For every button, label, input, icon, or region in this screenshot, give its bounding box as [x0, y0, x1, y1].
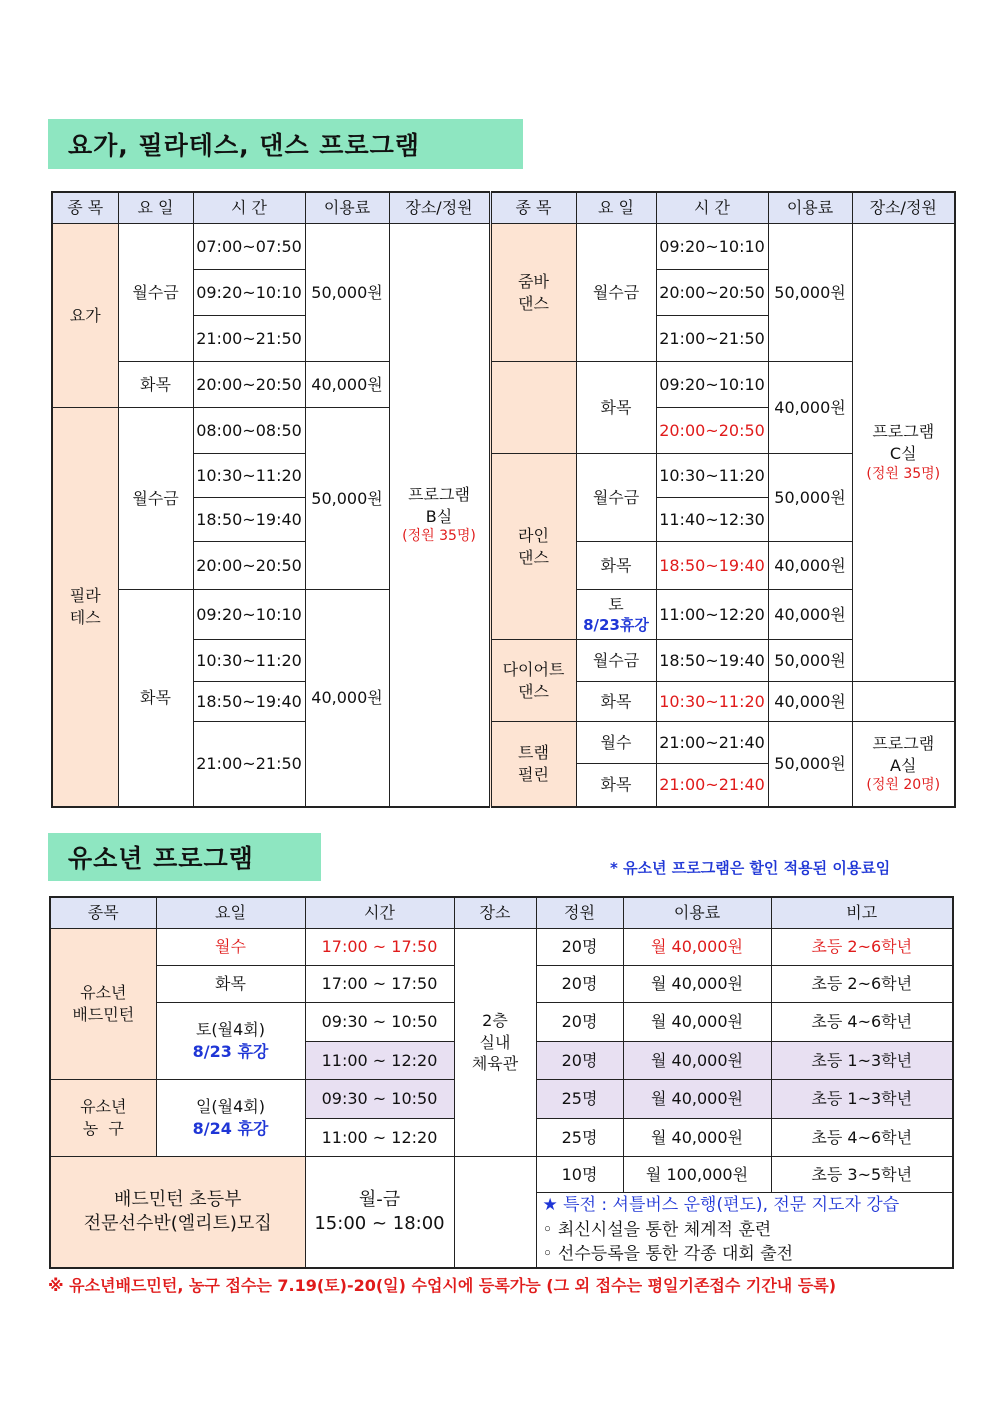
badminton-sat-label: 토(월4회): [195, 1020, 266, 1040]
room-b-line1: 프로그램: [408, 484, 470, 504]
fee-cell: 월 100,000원: [623, 1157, 771, 1193]
elite-benefit-3: ◦ 선수등록을 통한 각종 대회 출전: [542, 1244, 794, 1265]
line-sat-fee: 40,000원: [768, 590, 852, 640]
note-cell: 초등 1~3학년: [771, 1042, 953, 1080]
fee-cell: 월 40,000원: [623, 1042, 771, 1080]
y-header-note: 비고: [771, 897, 953, 929]
time-cell: 11:00 ~ 12:20: [305, 1042, 454, 1080]
note-cell: 초등 4~6학년: [771, 1119, 953, 1157]
sport-zumba: [490, 224, 576, 362]
time-cell-highlight: 21:00~21:40: [659, 775, 765, 794]
room-a-line1: 프로그램: [872, 733, 935, 753]
trampoline-tt: 화목: [600, 775, 632, 794]
trampoline-fee: 50,000원: [768, 722, 852, 808]
zumba-name-2: 댄스: [518, 293, 549, 313]
time-cell-highlight: 18:50~19:40: [656, 542, 768, 590]
basketball-name-1: 유소년: [80, 1097, 127, 1117]
place-line3: 체육관: [471, 1054, 519, 1074]
place-cont: [454, 1157, 536, 1268]
time-cell: 11:40~12:30: [656, 498, 768, 542]
zumba-name-1: 줌바: [518, 271, 549, 291]
time-cell-highlight: 10:30~11:20: [656, 682, 768, 722]
pilates-tt-fee: 40,000원: [305, 590, 389, 808]
y-header-sport: 종목: [50, 897, 156, 929]
section2-title: 유소년 프로그램: [48, 833, 321, 881]
time-cell: 18:50~19:40: [193, 498, 305, 542]
time-cell: 21:00~21:40: [657, 722, 768, 764]
time-cell: 21:00~21:50: [656, 316, 768, 362]
line-dance-name-2: 댄스: [518, 547, 549, 567]
fee-cell-highlight: 월 40,000원: [623, 929, 771, 966]
badminton-sat-off: 8/23 휴강: [192, 1042, 269, 1061]
cap-cell: 25명: [536, 1080, 623, 1119]
line-sat-note: 8/23휴강: [583, 616, 649, 635]
sport-diet-dance: [490, 640, 576, 722]
time-cell: 18:50~19:40: [193, 682, 305, 722]
y-header-place: 장소: [454, 897, 536, 929]
basketball-sun-label: 일(월4회): [195, 1097, 266, 1117]
header-day-2: 요 일: [576, 192, 656, 224]
time-cell: 10:30~11:20: [656, 454, 768, 498]
header-time: 시 간: [193, 192, 305, 224]
pilates-tt-day: 화목: [118, 590, 193, 808]
time-cell: 10:30~11:20: [193, 454, 305, 498]
cap-cell: 10명: [536, 1157, 623, 1193]
note-cell: 초등 3~5학년: [771, 1157, 953, 1193]
y-header-time: 시간: [305, 897, 454, 929]
elite-name-1: 배드민턴 초등부: [114, 1188, 242, 1210]
time-cell: 11:00 ~ 12:20: [305, 1119, 454, 1157]
sport-line-dance: [490, 454, 576, 640]
youth-program-table: [49, 896, 954, 1269]
time-cell: 11:00~12:20: [656, 590, 768, 640]
cap-cell: 20명: [536, 1042, 623, 1080]
line-sat-label: 토: [608, 594, 624, 614]
time-cell: 18:50~19:40: [656, 640, 768, 682]
line-mwf-day: 월수금: [576, 454, 656, 542]
adult-program-table: [51, 191, 956, 808]
header-place-2: 장소/정원: [852, 192, 955, 224]
trampoline-name-1: 트램: [518, 743, 549, 763]
room-b-line2: B실: [425, 506, 453, 526]
trampoline-mw: 월수: [577, 722, 656, 764]
header-fee: 이용료: [305, 192, 389, 224]
header-sport: 종 목: [52, 192, 118, 224]
cap-cell: 20명: [536, 1003, 623, 1042]
fee-cell: 월 40,000원: [623, 966, 771, 1003]
yoga-tt-fee: 40,000원: [305, 362, 389, 408]
room-a-cell: [852, 722, 955, 808]
fee-cell: 월 40,000원: [623, 1119, 771, 1157]
y-header-cap: 정원: [536, 897, 623, 929]
pilates-mwf-day: 월수금: [118, 408, 193, 590]
pilates-name-2: 테스: [69, 608, 101, 627]
header-day: 요 일: [118, 192, 193, 224]
badminton-day-tt: 화목: [156, 966, 305, 1003]
sport-pilates: [52, 408, 118, 808]
room-c-cell: [852, 224, 955, 682]
sport-trampoline: [490, 722, 576, 808]
youth-discount-note: * 유소년 프로그램은 할인 적용된 이용료임: [610, 859, 891, 877]
line-sat-day: [576, 590, 656, 640]
room-c-capacity: (정원 35명): [866, 465, 941, 482]
pilates-name-1: 필라: [69, 586, 101, 606]
yoga-mwf-fee: 50,000원: [305, 224, 389, 362]
basketball-sun-off: 8/24 휴강: [192, 1119, 269, 1138]
time-cell: 17:00 ~ 17:50: [305, 966, 454, 1003]
diet-mwf-day: 월수금: [576, 640, 656, 682]
basketball-day-sun: [156, 1080, 305, 1157]
note-cell-highlight: 초등 2~6학년: [771, 929, 953, 966]
elite-time: 15:00 ~ 18:00: [314, 1212, 445, 1234]
cap-cell: 20명: [536, 966, 623, 1003]
elite-benefit-2: ◦ 최신시설을 통한 체계적 훈련: [542, 1219, 772, 1240]
elite-day: 월-금: [358, 1188, 401, 1210]
sport-youth-basketball: [50, 1080, 156, 1157]
room-b-cell: [389, 224, 490, 808]
header-place: 장소/정원: [389, 192, 490, 224]
basketball-name-2: 농 구: [82, 1119, 124, 1138]
time-cell: 20:00~20:50: [656, 270, 768, 316]
time-cell: 20:00~20:50: [193, 542, 305, 590]
room-c-line2: C실: [889, 444, 917, 464]
time-cell: 09:30 ~ 10:50: [305, 1080, 454, 1119]
cap-cell: 25명: [536, 1119, 623, 1157]
line-dance-name-1: 라인: [518, 525, 549, 545]
diet-mwf-fee: 50,000원: [768, 640, 852, 682]
time-cell: 10:30~11:20: [193, 640, 305, 682]
time-cell-highlight: 17:00 ~ 17:50: [305, 929, 454, 966]
elite-name-2: 전문선수반(엘리트)모집: [83, 1212, 272, 1234]
zumba-mwf-fee: 50,000원: [768, 224, 852, 362]
place-cell: [454, 929, 536, 1157]
elite-program-cell: [50, 1157, 305, 1268]
place-line1: 2층: [482, 1011, 508, 1031]
diet-dance-name-1: 다이어트: [502, 659, 565, 679]
yoga-mwf-day: 월수금: [118, 224, 193, 362]
room-b-capacity: (정원 35명): [402, 528, 476, 545]
sport-yoga: 요가: [52, 224, 118, 408]
badminton-day-mw: 월수: [156, 929, 305, 966]
cap-cell: 20명: [536, 929, 623, 966]
time-cell: 09:20~10:10: [193, 270, 305, 316]
badminton-day-sat: [156, 1003, 305, 1080]
note-cell: 초등 2~6학년: [771, 966, 953, 1003]
badminton-name-2: 배드민턴: [72, 1005, 135, 1024]
diet-tt-fee: 40,000원: [768, 682, 852, 722]
y-header-day: 요일: [156, 897, 305, 929]
header-time-2: 시 간: [656, 192, 768, 224]
zumba-cont: [490, 362, 576, 408]
header-fee-2: 이용료: [768, 192, 852, 224]
sport-youth-badminton: [50, 929, 156, 1080]
badminton-name-1: 유소년: [80, 983, 127, 1003]
time-cell: 21:00~21:50: [193, 722, 305, 808]
registration-notice: ※ 유소년배드민턴, 농구 접수는 7.19(토)-20(일) 수업시에 등록가능 (그 외 접수는 평일기존접수 기간내 등록): [48, 1276, 837, 1295]
header-sport-2: 종 목: [490, 192, 576, 224]
trampoline-days: [576, 722, 656, 808]
elite-benefit-1: ★ 특전 : 셔틀버스 운행(편도), 전문 지도자 강습: [542, 1195, 900, 1215]
time-cell: 20:00~20:50: [193, 362, 305, 408]
line-tt-fee: 40,000원: [768, 542, 852, 590]
elite-benefits: [536, 1193, 953, 1268]
zumba-tt-fee: 40,000원: [768, 362, 852, 454]
y-header-fee: 이용료: [623, 897, 771, 929]
trampoline-name-2: 펄린: [518, 765, 549, 784]
diet-tt-day: 화목: [576, 682, 656, 722]
room-c-line1: 프로그램: [872, 422, 935, 442]
fee-cell: 월 40,000원: [623, 1080, 771, 1119]
note-cell: 초등 1~3학년: [771, 1080, 953, 1119]
time-cell: 08:00~08:50: [193, 408, 305, 454]
line-tt-day: 화목: [576, 542, 656, 590]
fee-cell: 월 40,000원: [623, 1003, 771, 1042]
section1-title: 요가, 필라테스, 댄스 프로그램: [48, 119, 523, 169]
zumba-mwf-day: 월수금: [576, 224, 656, 362]
place-line2: 실내: [479, 1032, 511, 1052]
room-a-capacity: (정원 20명): [866, 777, 941, 794]
time-cell: 09:30 ~ 10:50: [305, 1003, 454, 1042]
elite-schedule-cell: [305, 1157, 454, 1268]
time-cell: 21:00~21:50: [193, 316, 305, 362]
room-a-line2: A실: [890, 755, 917, 775]
line-mwf-fee: 50,000원: [768, 454, 852, 542]
yoga-tt-day: 화목: [118, 362, 193, 408]
pilates-mwf-fee: 50,000원: [305, 408, 389, 590]
diet-dance-name-2: 댄스: [518, 681, 549, 701]
zumba-tt-day: 화목: [576, 362, 656, 454]
trampoline-times: [656, 722, 768, 808]
time-cell: 09:20~10:10: [656, 224, 768, 270]
note-cell: 초등 4~6학년: [771, 1003, 953, 1042]
time-cell: 09:20~10:10: [193, 590, 305, 640]
time-cell: 07:00~07:50: [193, 224, 305, 270]
time-cell-highlight: 20:00~20:50: [656, 408, 768, 454]
time-cell: 09:20~10:10: [656, 362, 768, 408]
zumba-cont-2: [490, 408, 576, 454]
